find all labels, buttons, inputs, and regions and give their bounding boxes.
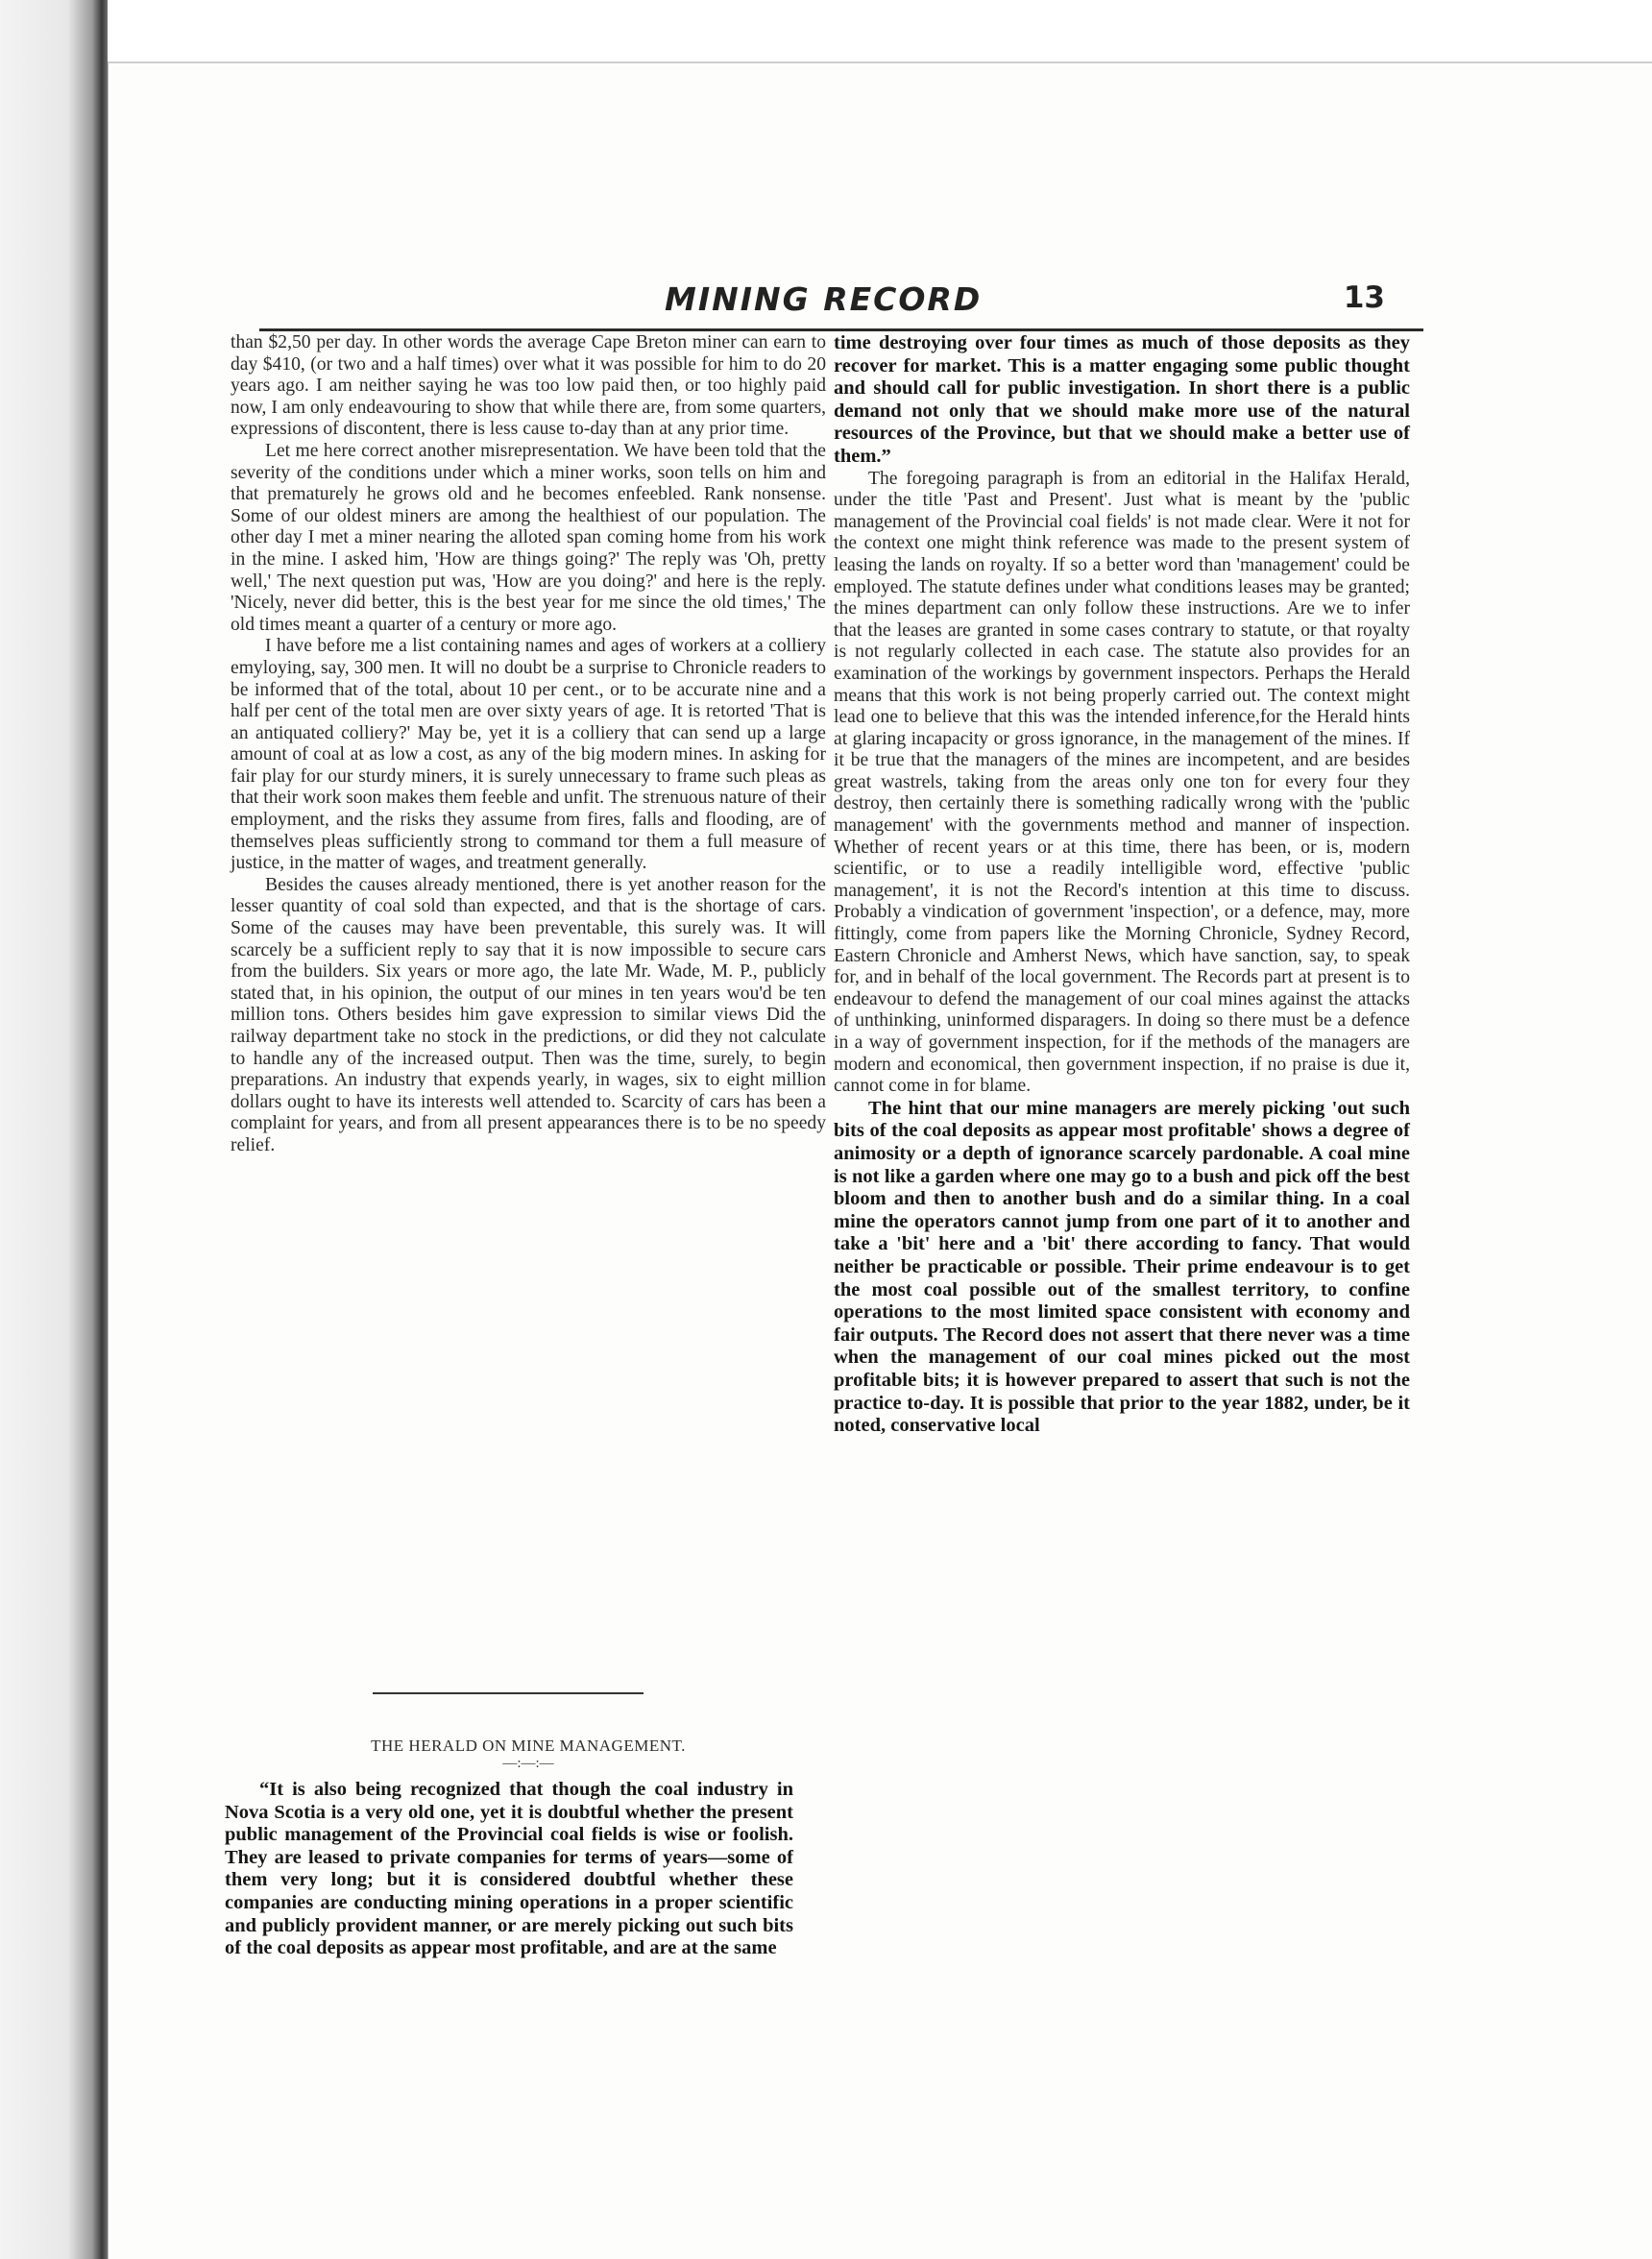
- section-divider: [373, 1692, 644, 1694]
- quoted-editorial-text: “It is also being recognized that though the coal industry in Nova Scotia is a very old one, yet it is doubtful whether the present public management of the Provincial coal fields is wise or foolish. They are leased to private companies for terms of years—some of them very long; but it is considered doubtful whether these companies are conducting mining operations in a proper scientific and publicly provident manner, or are merely picking out such bits of the coal deposits as appear most profitable, and are at the same: [225, 1779, 793, 1959]
- article-heading: THE HERALD ON MINE MANAGEMENT.: [371, 1737, 686, 1755]
- running-head: [259, 280, 1423, 327]
- left-paragraph-2: Let me here correct another misrepresentation. We have been told that the severity of the conditions under which a miner works, soon tells on him and that prematurely he grows old and he becomes enfeebled. Rank nonsense. Some of our oldest miners are among the healthiest of our population. The other day I met a miner nearing the alloted span coming home from his work in the mine. I asked him, 'How are things going?' The reply was 'Oh, pretty well,' The next question put was, 'How are you doing?' and here is the reply. 'Nicely, never did better, this is the best year for me since the old times,' The old times meant a quarter of a century or more ago.: [231, 440, 826, 635]
- left-paragraph-3: I have before me a list containing names and ages of workers at a colliery emyloying, say, 300 men. It will no doubt be a surprise to Chronicle readers to be informed that of the total, about 10 per cent., or to be accurate nine and a half per cent of the total men are over sixty years of age. It is retorted 'That is an antiquated colliery?' May be, yet it is a colliery that can send up a large amount of coal at as low a cost, as any of the big modern mines. In asking for fair play for our sturdy miners, it is surely unnecessary to frame such pleas as that their work soon makes them feeble and unfit. The strenuous nature of their employment, and the risks they assume from fires, falls and flooding, are of themselves pleas sufficiently strong to command tor them a full measure of justice, in the matter of wages, and treatment generally.: [231, 636, 826, 874]
- quoted-editorial: [225, 1779, 793, 1960]
- header-rule: [259, 328, 1423, 331]
- quoted-editorial-continued: time destroying over four times as much of those deposits as they recover for market. This is a matter engaging some public thought and should call for public investigation. In short there is a public demand not only that we should make more use of the natural resources of the Province, but that we should make a better use of them.”: [834, 332, 1410, 467]
- right-column: [834, 332, 1410, 1438]
- right-paragraph-1: The foregoing paragraph is from an editorial in the Halifax Herald, under the title 'Past and Present'. Just what is meant by the 'public management of the Provincial coal fields' is not made clear. Were it not for the context one might think reference was made to the present system of leasing the lands on royalty. If so a better word than 'management' could be employed. The statute defines under what conditions leases may be granted; the mines department can only follow these instructions. Are we to infer that the leases are granted in some cases contrary to statute, or that royalty is not regularly collected in each case. The statute also provides for an examination of the workings by government inspectors. Perhaps the Herald means that this work is not being properly carried out. The context might lead one to believe that this was the intended inference,for the Herald hints at glaring incapacity or gross ignorance, in the management of the mines. If it be true that the managers of the mines are incompetent, and are besides great wastrels, taking from the areas only one ton for every four they destroy, then certainly there is something radically wrong with the 'public management' with the governments method and manner of inspection. Whether of recent years or at this time, there has been, or is, modern scientific, or to use a readily intelligible word, effective 'public management', it is not the Record's intention at this time to discuss. Probably a vindication of government 'inspection', or a defence, may, more fittingly, come from papers like the Morning Chronicle, Sydney Record, Eastern Chronicle and Amherst News, which have sanction, say, to speak for, and in behalf of the local government. The Records part at present is to endeavour to defend the management of our coal mines against the attacks of unthinking, uninformed disparagers. In doing so there must be a defence in a way of government inspection, for if the methods of the managers are modern and economical, then government inspection, if no praise is due it, cannot come in for blame.: [834, 468, 1410, 1097]
- page-number: 13: [1343, 280, 1385, 315]
- article-ornament: —:—:—: [502, 1756, 554, 1771]
- publication-title: MINING RECORD: [665, 280, 983, 318]
- left-paragraph-4: Besides the causes already mentioned, there is yet another reason for the lesser quantity of coal sold than expected, and that is the shortage of cars. Some of the causes may have been preventable, this surely was. It will scarcely be a sufficient reply to say that it is now impossible to secure cars from the builders. Six years or more ago, the late Mr. Wade, M. P., publicly stated that, in his opinion, the output of our mines in ten years wou'd be ten million tons. Others besides him gave expression to similar views Did the railway department take no stock in the predictions, or did they not calculate to handle any of the increased output. Then was the time, surely, to begin preparations. An industry that expends yearly, in wages, six to eight million dollars ought to have its interests well attended to. Scarcity of cars has been a complaint for years, and from all present appearances there is to be no speedy relief.: [231, 874, 826, 1155]
- facing-page-edge: [0, 0, 108, 2259]
- left-column: [231, 332, 826, 1157]
- left-paragraph-1: than $2,50 per day. In other words the average Cape Breton miner can earn to day $410, (or two and a half times) over what it was possible for him to do 20 years ago. I am neither saying he was too low paid then, or too highly paid now, I am only endeavouring to show that while there are, from some quarters, expressions of discontent, there is less cause to-day than at any prior time.: [231, 332, 826, 440]
- right-paragraph-2: The hint that our mine managers are merely picking 'out such bits of the coal deposits as appear most profitable' shows a degree of animosity or a depth of ignorance scarcely pardonable. A coal mine is not like a garden where one may go to a bush and pick off the best bloom and then to another bush and do a similar thing. In a coal mine the operators cannot jump from one part of it to another and take a 'bit' here and a 'bit' there according to fancy. That would neither be practicable or possible. Their prime endeavour is to get the most coal possible out of the smallest territory, to confine operations to the most limited space consistent with economy and fair outputs. The Record does not assert that there never was a time when the management of our coal mines picked out the most profitable bits; it is however prepared to assert that such is not the practice to-day. It is possible that prior to the year 1882, under, be it noted, conservative local: [834, 1097, 1410, 1437]
